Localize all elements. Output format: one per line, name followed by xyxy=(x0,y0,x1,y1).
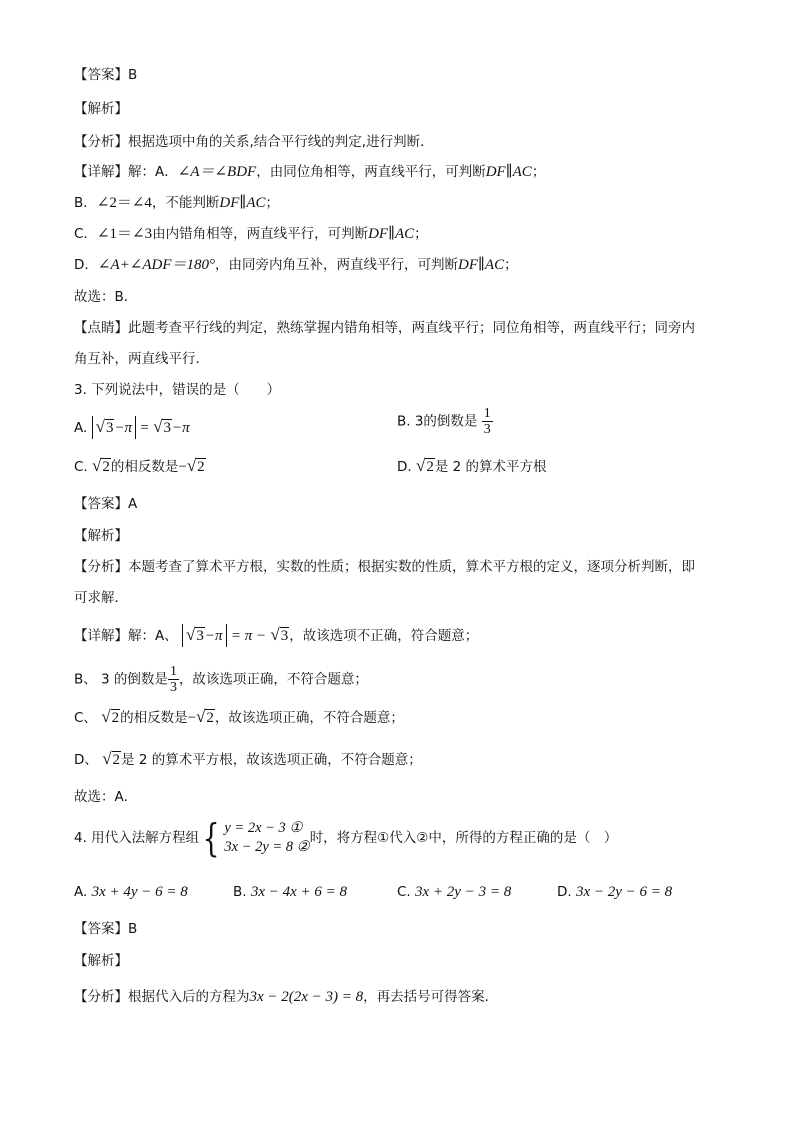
fenxi-math: 3x − 2(2x − 3) = 8 xyxy=(249,989,364,1005)
fraction xyxy=(168,664,179,695)
q4-fenxi-line xyxy=(74,988,498,1006)
stem-suffix: 时，将方程①代入②中，所得的方程正确的是（ ） xyxy=(309,830,618,846)
q2-detail-d xyxy=(74,256,518,274)
fraction xyxy=(482,406,493,437)
q4-stem xyxy=(74,818,617,862)
q3-detail-d xyxy=(74,750,422,769)
answer-tag: 【答案】 xyxy=(74,496,128,512)
radicand: 3 xyxy=(280,628,289,644)
sqrt: √3 xyxy=(270,625,289,644)
radicand: 2 xyxy=(206,710,214,726)
answer-tag: 【答案】 xyxy=(74,67,128,83)
q2-choose: 故选：B． xyxy=(74,289,138,305)
detail-b-end: ； xyxy=(265,195,279,211)
expr-tail: −π xyxy=(171,420,190,436)
q3-option-b xyxy=(397,406,493,437)
q2-analysis-tag: 【解析】 xyxy=(74,101,128,117)
option-expr: 3x − 2y − 6 = 8 xyxy=(575,884,673,900)
detail-b-prefix: B、 3 的倒数是 xyxy=(74,671,168,688)
q2-detail-b xyxy=(74,194,279,212)
detail-d-tail: DF∥AC xyxy=(457,257,505,273)
detail-a-prefix: 解：A、 xyxy=(128,628,178,644)
detail-d-prefix: D、 xyxy=(74,752,98,768)
q3-stem: 3. 下列说法中，错误的是（ ） xyxy=(74,382,281,398)
option-label: B. xyxy=(233,884,247,900)
q4-analysis-tag: 【解析】 xyxy=(74,953,128,969)
fenxi-suffix: ，再去括号可得答案． xyxy=(363,989,499,1005)
option-label: D. xyxy=(557,884,572,900)
option-text: 是 2 的算术平方根 xyxy=(434,459,547,475)
detail-tag: 【详解】 xyxy=(74,164,128,180)
detail-b-math: ∠2＝∠4 xyxy=(96,195,152,211)
detail-c-text: ，故该选项正确，不符合题意； xyxy=(214,710,404,726)
q3-option-d xyxy=(397,457,547,476)
fenxi-text: 根据选项中角的关系,结合平行线的判定,进行判断． xyxy=(128,134,434,150)
radicand: 3 xyxy=(163,420,171,436)
fenxi-tag: 【分析】 xyxy=(74,134,128,150)
detail-d-text: ，由同旁内角互补，两直线平行，可判断 xyxy=(214,257,458,273)
q2-fenxi-line xyxy=(74,133,434,151)
absolute-value xyxy=(92,416,136,439)
q4-answer-line xyxy=(74,920,137,938)
denominator: 3 xyxy=(169,680,177,695)
q4-option-c xyxy=(397,883,511,901)
detail-d-text: 是 2 的算术平方根，故该选项正确，不符合题意； xyxy=(121,752,422,768)
detail-a-tail: DF∥AC xyxy=(485,164,532,180)
q2-detail-c xyxy=(74,225,428,243)
q2-dianjing-line1 xyxy=(74,319,695,337)
answer-value: A xyxy=(128,496,138,512)
detail-c-mid: 的相反数是 xyxy=(120,710,188,726)
radicand: 2 xyxy=(102,459,110,475)
q3-detail-a xyxy=(74,624,478,647)
sqrt: √2 xyxy=(102,749,121,768)
q3-choose: 故选：A． xyxy=(74,789,138,805)
expr-tail: −π xyxy=(114,420,133,436)
absolute-value xyxy=(182,624,226,647)
option-label: C. xyxy=(74,459,88,475)
radicand: 3 xyxy=(105,420,114,436)
fenxi-text: 本题考查了算术平方根，实数的性质；根据实数的性质，算术平方根的定义，逐项分析判断，即 xyxy=(128,559,695,575)
fenxi-tag: 【分析】 xyxy=(74,989,128,1005)
q2-dianjing-line2: 角互补，两直线平行． xyxy=(74,351,209,367)
detail-b-tail: DF∥AC xyxy=(219,195,266,211)
option-label: B. 3的倒数是 xyxy=(397,413,478,430)
answer-value: B xyxy=(128,67,138,83)
sqrt: √2 xyxy=(186,456,205,475)
q3-fenxi-line1 xyxy=(74,558,695,576)
detail-d-math: ∠A+∠ADF＝180° xyxy=(97,257,215,273)
q2-detail-a xyxy=(74,163,545,181)
option-label: C. xyxy=(397,884,411,900)
radicand: 2 xyxy=(197,459,205,475)
dianjing-tag: 【点睛】 xyxy=(74,320,128,336)
detail-d-prefix: D． xyxy=(74,257,98,273)
brace: { xyxy=(202,816,220,860)
q3-option-c xyxy=(74,457,206,476)
detail-b-text: ，不能判断 xyxy=(151,195,220,211)
sqrt: √3 xyxy=(95,417,114,436)
numerator: 1 xyxy=(169,664,177,679)
detail-c-math: ∠1＝∠3 xyxy=(96,226,153,242)
expr-tail: −π xyxy=(204,628,223,644)
sqrt: √3 xyxy=(186,625,204,644)
sqrt: √2 xyxy=(101,707,120,726)
q3-analysis-tag: 【解析】 xyxy=(74,528,128,544)
option-expr: 3x + 4y − 6 = 8 xyxy=(91,884,188,900)
detail-b-text: ，故该选项正确，不符合题意； xyxy=(178,671,368,688)
denominator: 3 xyxy=(483,422,491,437)
q4-option-a xyxy=(74,883,188,901)
detail-a-end: ； xyxy=(531,164,546,180)
radicand: 2 xyxy=(112,752,121,768)
detail-b-prefix: B． xyxy=(74,195,97,211)
dianjing-text: 此题考查平行线的判定，熟练掌握内错角相等，两直线平行；同位角相等，两直线平行；同旁内 xyxy=(128,320,695,336)
q3-detail-b xyxy=(74,664,368,695)
q4-option-d xyxy=(557,883,672,901)
q3-detail-c xyxy=(74,708,404,727)
detail-d-end: ； xyxy=(504,257,518,273)
minus: − xyxy=(178,459,187,475)
q3-fenxi-line2: 可求解． xyxy=(74,590,128,606)
equation-1: y = 2x − 3 ① xyxy=(224,820,303,836)
option-expr: 3x − 4x + 6 = 8 xyxy=(250,884,348,900)
sqrt: √2 xyxy=(92,456,110,475)
radicand: 2 xyxy=(426,459,434,475)
sqrt: √2 xyxy=(196,707,214,726)
detail-a-prefix: 解：A． xyxy=(128,164,178,180)
stem-prefix: 4. 用代入法解方程组 xyxy=(74,830,200,846)
detail-tag: 【详解】 xyxy=(74,628,128,644)
sqrt: √3 xyxy=(153,417,171,436)
q2-answer-line xyxy=(74,66,137,84)
detail-c-prefix: C、 xyxy=(74,710,97,726)
minus: − xyxy=(187,710,197,726)
answer-value: B xyxy=(128,921,138,937)
equals-expr: = π − xyxy=(230,628,267,644)
numerator: 1 xyxy=(483,406,491,421)
equation-system xyxy=(199,816,310,860)
detail-c-tail: DF∥AC xyxy=(368,226,415,242)
equation-2: 3x − 2y = 8 ② xyxy=(224,839,310,855)
detail-c-prefix: C． xyxy=(74,226,97,242)
q3-option-a xyxy=(74,416,190,439)
fenxi-tag: 【分析】 xyxy=(74,559,128,575)
q4-option-b xyxy=(233,883,347,901)
option-label: A. xyxy=(74,420,88,436)
option-text: 的相反数是 xyxy=(110,459,179,475)
sqrt: √2 xyxy=(415,456,434,475)
fenxi-prefix: 根据代入后的方程为 xyxy=(128,989,250,1005)
detail-a-math: ∠A＝∠BDF xyxy=(177,164,257,180)
detail-c-text: 由内错角相等，两直线平行，可判断 xyxy=(152,226,369,242)
radicand: 3 xyxy=(196,628,204,644)
option-label: A. xyxy=(74,884,88,900)
radicand: 2 xyxy=(111,710,120,726)
q3-answer-line xyxy=(74,495,137,513)
detail-a-text: ，由同位角相等，两直线平行，可判断 xyxy=(256,164,486,180)
option-expr: 3x + 2y − 3 = 8 xyxy=(415,884,512,900)
detail-a-text: ，故该选项不正确，符合题意； xyxy=(289,628,479,644)
detail-c-end: ； xyxy=(414,226,428,242)
equals: = xyxy=(140,420,149,436)
answer-tag: 【答案】 xyxy=(74,921,128,937)
option-label: D. xyxy=(397,459,412,475)
